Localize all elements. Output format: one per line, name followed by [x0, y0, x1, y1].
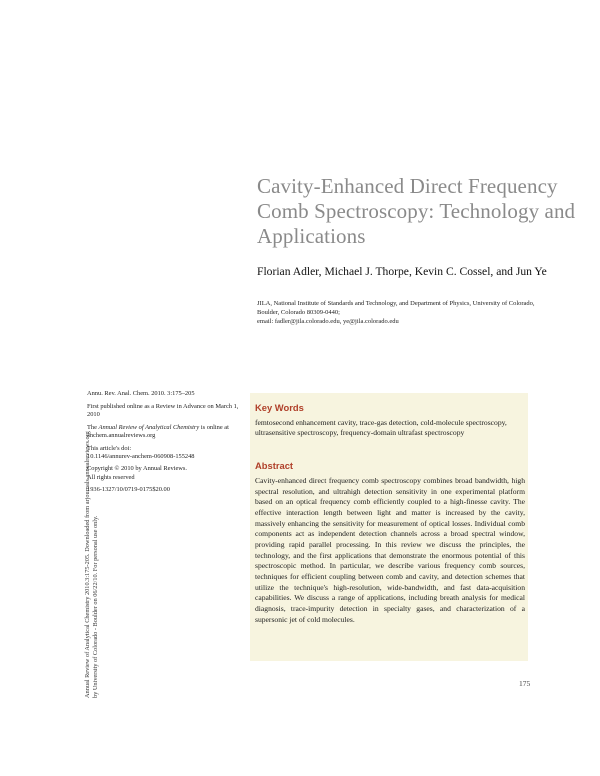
summary-panel: [250, 393, 528, 661]
journal-name: Annual Review of Analytical Chemistry: [98, 423, 200, 431]
online-suffix: is online at anchem.annualreviews.org: [87, 423, 229, 439]
page-number: 175: [519, 679, 531, 688]
watermark-line-1: Annual Review of Analytical Chemistry 2010.3:175-205. Downloaded from arjournals.annualreviews.org: [84, 431, 91, 698]
copyright: Copyright © 2010 by Annual Reviews.: [87, 465, 187, 473]
doi-block: [87, 445, 247, 461]
first-published: First published online as a Review in Advance on March 1, 2010: [87, 402, 239, 418]
affiliation-text: JILA, National Institute of Standards and Technology, and Department of Physics, University of Colorado, Boulder, Colorado 80309-0440;: [257, 300, 535, 317]
doi-link[interactable]: 10.1146/annurev-anchem-060908-155248: [87, 452, 195, 460]
citation: Annu. Rev. Anal. Chem. 2010. 3:175–205: [87, 390, 195, 397]
issn: 1936-1327/10/0719-0175$20.00: [87, 486, 170, 494]
copyright-block: [87, 465, 247, 481]
watermark-line-2: by University of Colorado - Boulder on 06/22/10. For personal use only.: [92, 515, 99, 698]
doi-label: This article's doi:: [87, 444, 132, 452]
article-title: Cavity-Enhanced Direct Frequency Comb Spectroscopy: Technology and Applications: [257, 174, 576, 248]
keywords-text: femtosecond enhancement cavity, trace-gas detection, cold-molecule spectroscopy, ultrasensitive spectroscopy, frequency-domain ultrafast spectroscopy: [255, 418, 507, 438]
affiliation-block: [257, 299, 557, 327]
abstract-text: Cavity-enhanced direct frequency comb spectroscopy combines broad bandwidth, high spectral resolution, and ultrahigh detection sensitivity in one experimental platform based on an optical frequency comb efficiently coupled to a high-finesse cavity. The effective interaction length between light and matter is increased by the cavity, massively enhancing the sensitivity for measurement of optical losses. Individual comb components act as independent detection channels across a broad spectral window, providing rapid parallel processing. In this review we discuss the principles, the technology, and the first applications that demonstrate the enormous potential of this spectroscopic method. In particular, we describe various frequency comb sources, techniques for efficient coupling between comb and cavity, and detection schemes that utilize the technique's high-resolution, wide-bandwidth, and fast data-acquisition capabilities. We discuss a range of applications, including breath analysis for medical diagnosis, trace-impurity detection in specialty gases, and characterization of a supersonic jet of cold molecules.: [255, 476, 525, 624]
email-text: email: fadler@jila.colorado.edu, ye@jila.colorado.edu: [257, 318, 399, 326]
keywords-heading: Key Words: [255, 402, 304, 413]
rights: All rights reserved: [87, 473, 135, 481]
author-list: Florian Adler, Michael J. Thorpe, Kevin C. Cossel, and Jun Ye: [257, 265, 547, 278]
abstract-heading: Abstract: [255, 460, 294, 471]
online-availability: [87, 424, 247, 440]
online-prefix: The: [87, 423, 99, 431]
publication-notes: [87, 390, 247, 499]
